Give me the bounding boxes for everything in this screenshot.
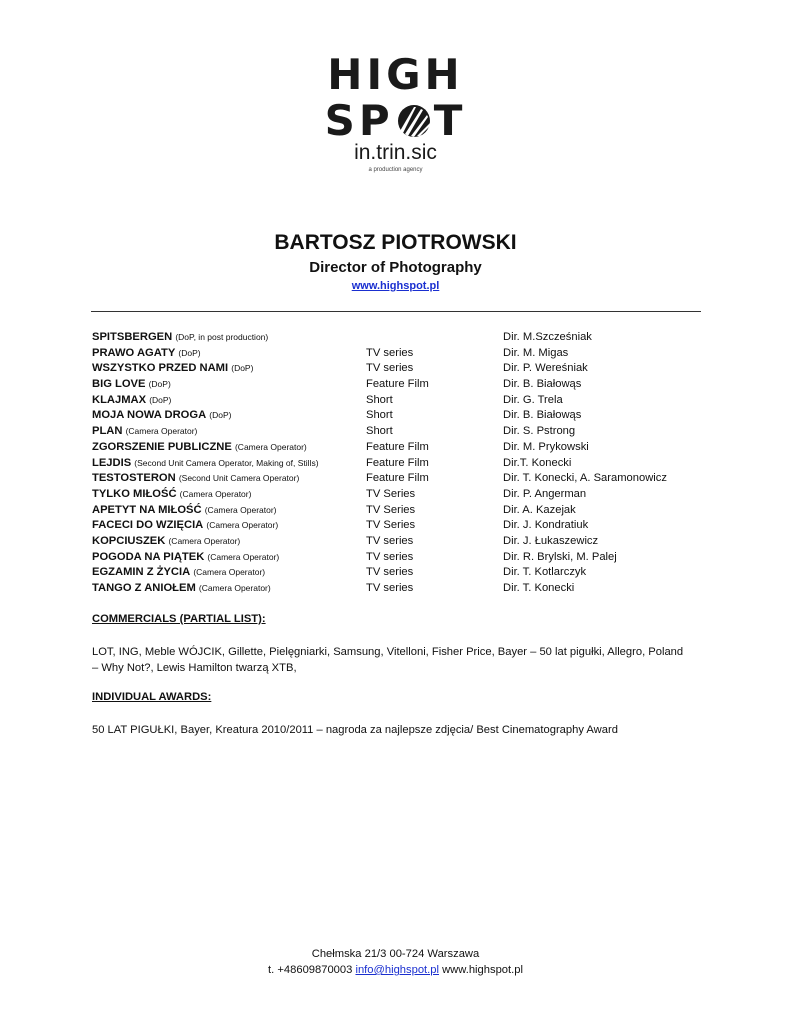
person-role: Director of Photography	[309, 259, 482, 276]
credit-title: EGZAMIN Z ŻYCIA	[92, 566, 191, 579]
commercials-text: LOT, ING, Meble WÓJCIK, Gillette, Pielęgniarki, Samsung, Vitelloni, Fisher Price, Bayer – 50 lat pigułki, Allegro, Poland – Why Not?, Lewis Hamilton twarzą XTB,	[92, 646, 684, 674]
logo-word-spot-right: T	[433, 96, 467, 145]
credit-row	[92, 456, 712, 472]
credit-title-cell	[92, 346, 201, 362]
credit-note: (DoP)	[148, 379, 171, 390]
credit-row	[92, 440, 712, 456]
highspot-logo	[0, 52, 791, 173]
credit-director: Dir. T. Konecki	[503, 582, 575, 594]
credit-note: (Camera Operator)	[206, 520, 279, 531]
credit-note: (Camera Operator)	[207, 551, 280, 562]
credit-type: TV Series	[366, 487, 416, 500]
credit-row	[92, 424, 712, 440]
credit-director: Dir. T. Konecki, A. Saramonowicz	[503, 472, 667, 485]
credit-type: Feature Film	[366, 440, 429, 453]
credit-title: BIG LOVE	[92, 378, 146, 391]
header-divider	[91, 311, 701, 312]
credit-row	[92, 377, 712, 393]
credit-director: Dir. J. Kondratiuk	[503, 519, 589, 532]
footer-address: Chełmska 21/3 00-724 Warszawa	[311, 948, 480, 960]
credit-row	[92, 471, 712, 487]
credit-title-cell	[92, 330, 268, 346]
credit-row	[92, 581, 712, 597]
footer-website: www.highspot.pl	[442, 964, 523, 976]
credit-type: TV series	[366, 534, 414, 547]
credit-type: TV series	[366, 550, 414, 563]
credit-director: Dir.T. Konecki	[503, 456, 572, 469]
awards-heading: INDIVIDUAL AWARDS:	[92, 691, 212, 703]
credit-title: PLAN	[92, 425, 123, 438]
credit-title-cell	[92, 581, 271, 597]
credit-type: TV Series	[366, 519, 416, 532]
credit-title: FACECI DO WZIĘCIA	[92, 519, 204, 532]
credit-director: Dir. M.Szcześniak	[503, 331, 592, 343]
logo-tagline: a production agency	[368, 167, 423, 173]
credit-type: TV Series	[366, 503, 416, 516]
credit-row	[92, 393, 712, 409]
footer-contact	[0, 962, 791, 978]
credit-row	[92, 346, 712, 362]
credit-note: (DoP)	[149, 394, 172, 405]
credit-note: (DoP)	[209, 410, 232, 421]
credit-row	[92, 550, 712, 566]
credit-director: Dir. B. Białowąs	[503, 409, 582, 422]
credit-title: MOJA NOWA DROGA	[92, 409, 207, 422]
credit-director: Dir. M. Migas	[503, 346, 569, 359]
credit-type: TV series	[366, 362, 414, 375]
credits-list	[92, 330, 712, 597]
credit-note: (Camera Operator)	[204, 504, 277, 515]
credit-type: Short	[366, 393, 393, 406]
credit-director: Dir. G. Trela	[503, 393, 563, 406]
credit-director: Dir. S. Pstrong	[503, 425, 576, 438]
credit-title-cell	[92, 565, 265, 581]
credit-title-cell	[92, 487, 251, 503]
credit-title-cell	[92, 534, 240, 550]
credit-director: Dir. M. Prykowski	[503, 440, 589, 453]
credit-row	[92, 565, 712, 581]
shell-icon	[394, 101, 434, 139]
credit-type: TV series	[366, 566, 414, 579]
credit-title-cell	[92, 518, 278, 534]
person-name: BARTOSZ PIOTROWSKI	[274, 231, 517, 254]
credit-director: Dir. T. Kotlarczyk	[503, 566, 587, 579]
credit-title: ZGORSZENIE PUBLICZNE	[92, 440, 232, 453]
credit-note: (Camera Operator)	[234, 441, 307, 452]
credit-title-cell	[92, 408, 231, 424]
credit-title-cell	[92, 503, 277, 519]
credit-row	[92, 534, 712, 550]
credit-title-cell	[92, 440, 307, 456]
logo-word-high: HIGH	[327, 50, 464, 99]
credit-director: Dir. A. Kazejak	[503, 503, 576, 516]
credit-title-cell	[92, 377, 171, 393]
credit-row	[92, 361, 712, 377]
credit-title: WSZYSTKO PRZED NAMI	[92, 362, 229, 375]
credit-type: TV series	[366, 582, 414, 594]
credit-title: TYLKO MIŁOŚĆ	[92, 487, 177, 500]
credit-type: Feature Film	[366, 378, 429, 391]
credit-title: KLAJMAX	[92, 393, 147, 406]
credit-note: (Camera Operator)	[193, 567, 266, 578]
credit-director: Dir. R. Brylski, M. Palej	[503, 550, 617, 563]
footer-email-link[interactable]: info@highspot.pl	[355, 964, 439, 976]
credit-director: Dir. B. Białowąs	[503, 378, 582, 391]
credit-type: TV series	[366, 346, 414, 359]
credit-row	[92, 408, 712, 424]
credit-note: (DoP)	[231, 363, 254, 374]
credit-title-cell	[92, 550, 279, 566]
credit-title: KOPCIUSZEK	[92, 534, 166, 547]
credit-row	[92, 330, 712, 346]
credit-note: (Camera Operator)	[168, 535, 241, 546]
credit-type: Feature Film	[366, 472, 429, 485]
credit-title-cell	[92, 393, 171, 409]
credit-type: Feature Film	[366, 456, 429, 469]
credit-type: Short	[366, 425, 393, 438]
credit-note: (Second Unit Camera Operator, Making of, Stills)	[134, 457, 319, 468]
credit-title: APETYT NA MIŁOŚĆ	[92, 503, 202, 516]
credit-note: (Camera Operator)	[179, 488, 252, 499]
credit-row	[92, 518, 712, 534]
credit-title: SPITSBERGEN	[92, 331, 173, 343]
credit-title: LEJDIS	[92, 456, 132, 469]
logo-word-spot-left: SP	[324, 96, 394, 145]
credit-title-cell	[92, 471, 299, 487]
credit-director: Dir. J. Łukaszewicz	[503, 534, 599, 547]
logo-word-spot	[0, 98, 791, 144]
credit-type: Short	[366, 409, 393, 422]
credit-title: TESTOSTERON	[92, 472, 176, 485]
credit-row	[92, 503, 712, 519]
credit-title: TANGO Z ANIOŁEM	[92, 582, 196, 594]
credit-row	[92, 487, 712, 503]
footer-phone: t. +48609870003	[268, 964, 353, 976]
credit-note: (Camera Operator)	[125, 426, 198, 437]
credit-title: POGODA NA PIĄTEK	[92, 550, 205, 563]
credit-title: PRAWO AGATY	[92, 346, 176, 359]
credit-title-cell	[92, 456, 319, 472]
header-website-link[interactable]: www.highspot.pl	[351, 280, 440, 292]
credit-note: (Second Unit Camera Operator)	[178, 473, 300, 484]
commercials-heading: COMMERCIALS (PARTIAL LIST):	[92, 613, 266, 625]
credit-title-cell	[92, 361, 253, 377]
credit-note: (Camera Operator)	[198, 583, 271, 593]
credit-note: (DoP)	[178, 347, 201, 358]
logo-subtitle: in.trin.sic	[354, 141, 437, 164]
header-website	[0, 280, 791, 292]
credit-title-cell	[92, 424, 197, 440]
credit-director: Dir. P. Angerman	[503, 487, 587, 500]
credit-director: Dir. P. Wereśniak	[503, 362, 588, 375]
credit-note: (DoP, in post production)	[175, 332, 269, 342]
awards-text: 50 LAT PIGUŁKI, Bayer, Kreatura 2010/2011 – nagroda za najlepsze zdjęcia/ Best Cinematography Award	[92, 724, 618, 736]
